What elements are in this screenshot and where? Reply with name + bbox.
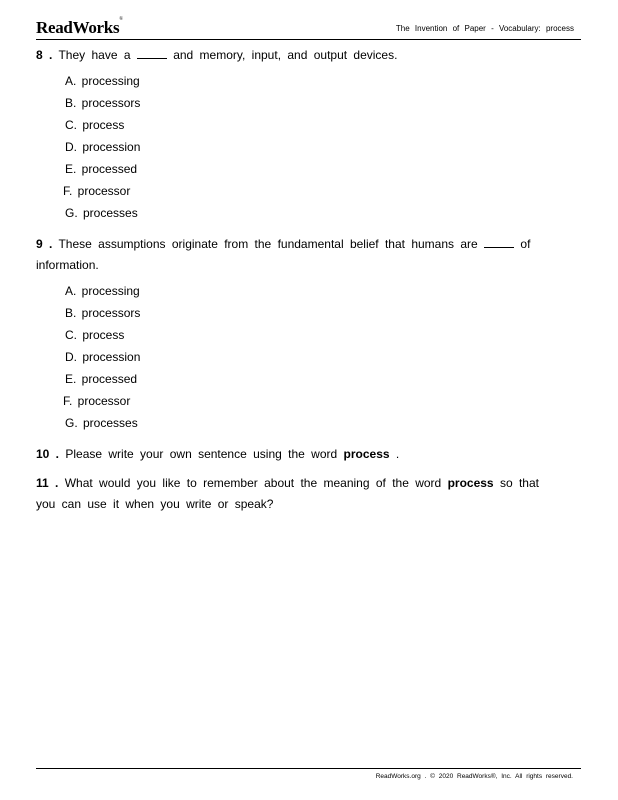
question-text: so that you can use it when you write or speak?	[36, 476, 539, 511]
vocabulary-word: process	[447, 476, 494, 490]
options-list-9	[36, 280, 556, 434]
option-d[interactable]: D. procession	[65, 140, 141, 154]
question-9	[36, 234, 556, 276]
option-e[interactable]: E. processed	[65, 162, 138, 176]
question-text: They have a	[58, 48, 131, 62]
readworks-logo: ReadWorks®	[36, 17, 123, 37]
footer-copyright: ReadWorks.org . © 2020 ReadWorks®, Inc. All rights reserved.	[375, 773, 573, 780]
question-text: and memory, input, and output devices.	[173, 48, 398, 62]
vocabulary-word: process	[343, 447, 390, 461]
question-11	[36, 473, 556, 515]
option-a[interactable]: A. processing	[65, 284, 140, 298]
footer-divider	[36, 768, 581, 769]
question-text: .	[395, 447, 400, 461]
worksheet-content	[36, 45, 556, 515]
question-number: 9 .	[36, 237, 53, 251]
page-header	[36, 18, 580, 40]
question-number: 10 .	[36, 447, 60, 461]
question-text: Please write your own sentence using the word	[65, 447, 338, 461]
question-number: 11 .	[36, 476, 59, 490]
question-text: These assumptions originate from the fundamental belief that humans are	[58, 237, 478, 251]
answer-blank	[484, 236, 514, 248]
option-f[interactable]: F. processor	[63, 394, 131, 408]
header-divider	[36, 39, 581, 40]
option-b[interactable]: B. processors	[65, 96, 141, 110]
option-e[interactable]: E. processed	[65, 372, 138, 386]
question-8	[36, 45, 556, 66]
option-b[interactable]: B. processors	[65, 306, 141, 320]
option-a[interactable]: A. processing	[65, 74, 140, 88]
option-c[interactable]: C. process	[65, 328, 125, 342]
header-title: The Invention of Paper - Vocabulary: process	[395, 24, 574, 33]
option-c[interactable]: C. process	[65, 118, 125, 132]
answer-blank	[137, 47, 167, 59]
option-d[interactable]: D. procession	[65, 350, 141, 364]
question-text: What would you like to remember about the meaning of the word	[64, 476, 442, 490]
option-g[interactable]: G. processes	[65, 416, 138, 430]
options-list-8	[36, 70, 556, 224]
question-10	[36, 444, 556, 465]
question-number: 8 .	[36, 48, 53, 62]
question-text: of information.	[36, 237, 531, 272]
option-g[interactable]: G. processes	[65, 206, 138, 220]
option-f[interactable]: F. processor	[63, 184, 131, 198]
